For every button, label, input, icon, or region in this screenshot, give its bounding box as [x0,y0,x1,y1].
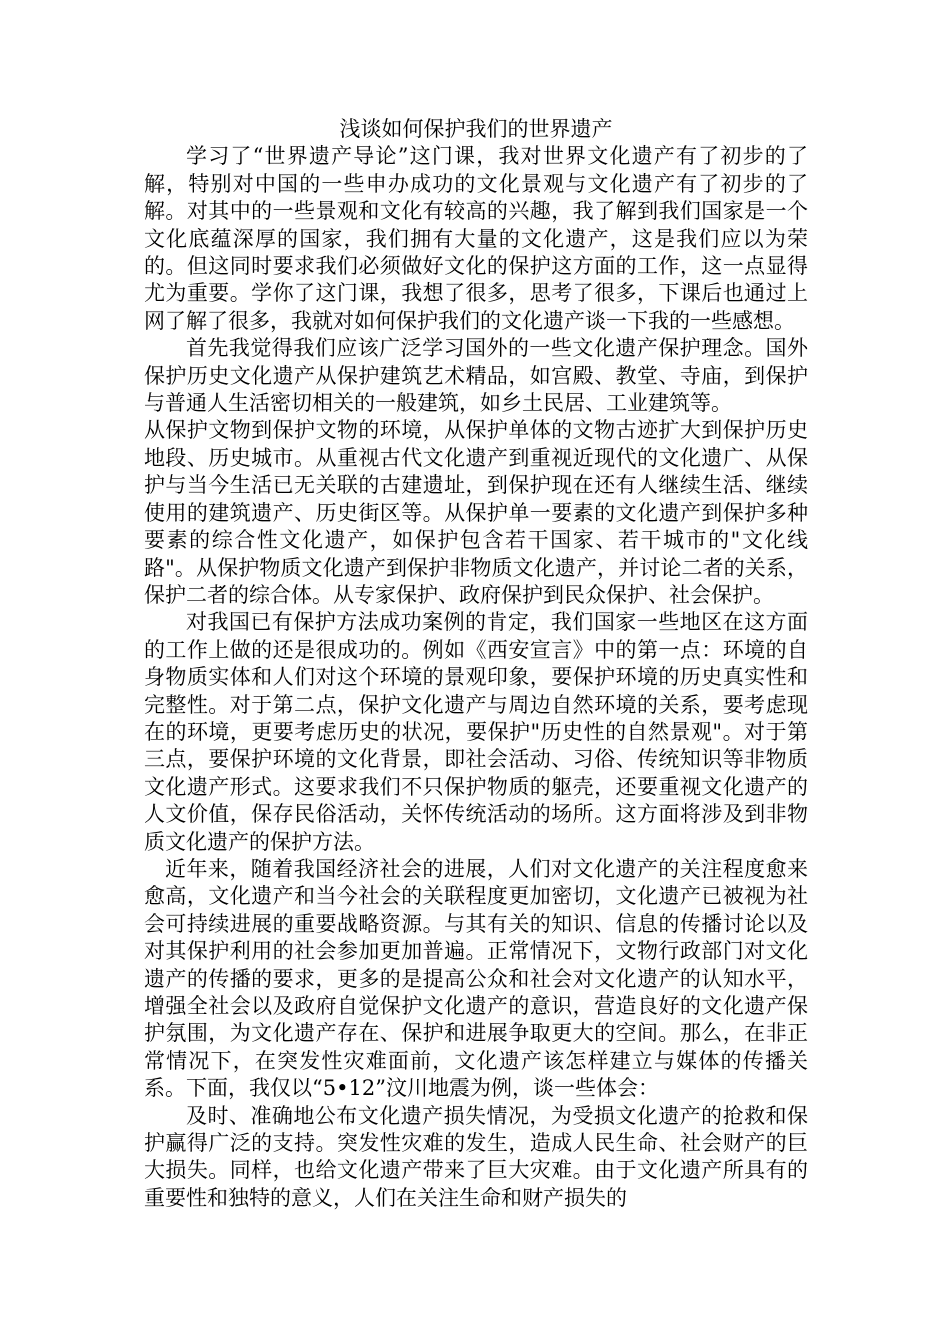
document-page [144,116,808,1212]
paragraph-foreign-concepts: 首先我觉得我们应该广泛学习国外的一些文化遗产保护理念。国外保护历史文化遗产从保护建筑艺术精品，如宫殿、教堂、寺庙，到保护与普通人生活密切相关的一般建筑，如乡土民居、工业建筑等。 [144,336,808,416]
paragraph-recent-years: 近年来，随着我国经济社会的进展，人们对文化遗产的关注程度愈来愈高，文化遗产和当今社会的关联程度更加密切，文化遗产已被视为社会可持续进展的重要战略资源。与其有关的知识、信息的传播讨论以及对其保护利用的社会参加更加普遍。正常情况下，文物行政部门对文化遗产的传播的要求，更多的是提高公众和社会对文化遗产的认知水平，增强全社会以及政府自觉保护文化遗产的意识，营造良好的文化遗产保护氛围，为文化遗产存在、保护和进展争取更大的空间。那么，在非正常情况下，在突发性灾难面前，文化遗产该怎样建立与媒体的传播关系。下面，我仅以“5•12”汶川地震为例，谈一些体会： [144,856,808,1101]
document-title: 浅谈如何保护我们的世界遗产 [339,117,613,141]
paragraph-timely-disclosure: 及时、准确地公布文化遗产损失情况，为受损文化遗产的抢救和保护赢得广泛的支持。突发性灾难的发生，造成人民生命、社会财产的巨大损失。同样，也给文化遗产带来了巨大灾难。由于文化遗产所具有的重要性和独特的意义，人们在关注生命和财产损失的 [144,1103,808,1210]
paragraph-xian-declaration: 对我国已有保护方法成功案例的肯定，我们国家一些地区在这方面的工作上做的还是很成功的。例如《西安宣言》中的第一点：环境的自身物质实体和人们对这个环境的景观印象，要保护环境的历史真实性和完整性。对于第二点，保护文化遗产与周边自然环境的关系，要考虑现在的环境，更要考虑历史的状况，要保护"历史性的自然景观"。对于第三点，要保护环境的文化背景，即社会活动、习俗、传统知识等非物质文化遗产形式。这要求我们不只保护物质的躯壳，还要重视文化遗产的人文价值，保存民俗活动，关怀传统活动的场所。这方面将涉及到非物质文化遗产的保护方法。 [144,610,808,854]
paragraph-intro: 学习了“世界遗产导论”这门课，我对世界文化遗产有了初步的了解，特别对中国的一些申办成功的文化景观与文化遗产有了初步的了解。对其中的一些景观和文化有较高的兴趣，我了解到我们国家是一个文化底蕴深厚的国家，我们拥有大量的文化遗产，这是我们应以为荣的。但这同时要求我们必须做好文化的保护这方面的工作，这一点显得尤为重要。学你了这门课，我想了很多，思考了很多，下课后也通过上网了解了很多，我就对如何保护我们的文化遗产谈一下我的一些感想。 [144,144,808,333]
paragraph-protection-scope: 从保护文物到保护文物的环境，从保护单体的文物古迹扩大到保护历史地段、历史城市。从重视古代文化遗产到重视近现代的文化遗广、从保护与当今生活已无关联的古建遗址，到保护现在还有人继续生活、继续使用的建筑遗产、历史街区等。从保护单一要素的文化遗产到保护多种要素的综合性文化遗产，如保护包含若干国家、若干城市的"文化线路"。从保护物质文化遗产到保护非物质文化遗产，并讨论二者的关系，保护二者的综合体。从专家保护、政府保护到民众保护、社会保护。 [144,418,808,607]
